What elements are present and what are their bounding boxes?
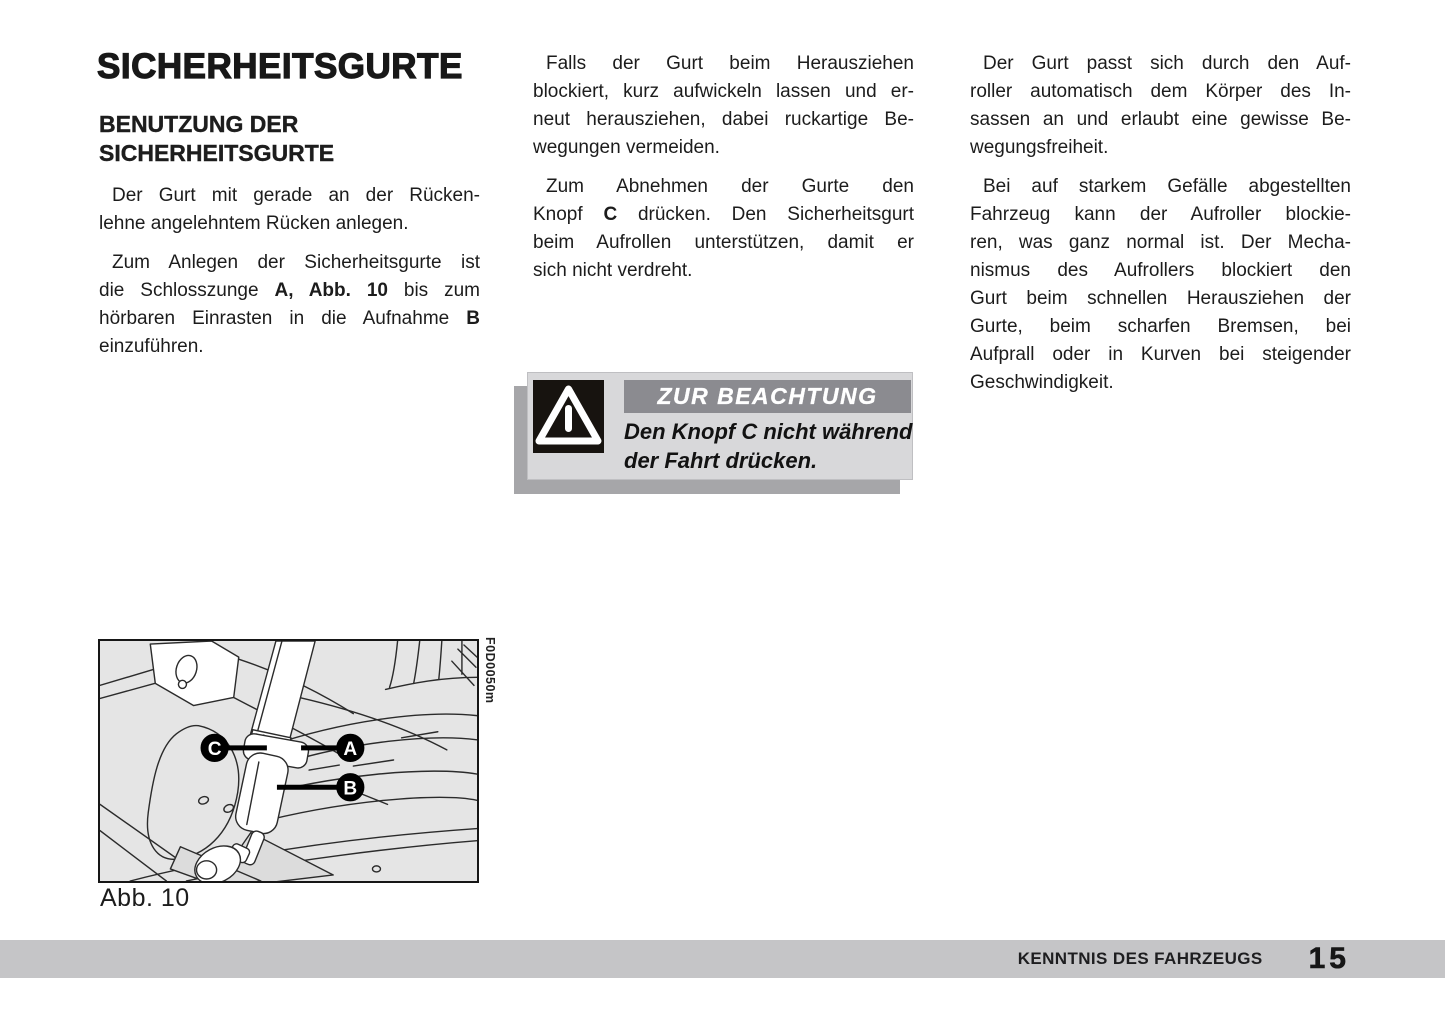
text-line: Falls der Gurt beim Herausziehen	[546, 53, 914, 74]
footer-bar	[0, 940, 1445, 978]
text-line: nismus des Aufrollers blockiert den	[970, 260, 1351, 281]
text-line: Gurte, beim scharfen Bremsen, bei	[970, 316, 1351, 337]
text-line: Fahrzeug kann der Aufroller blockie-	[970, 204, 1351, 225]
figure-label-c-text: C	[207, 738, 222, 760]
text-line: wegungsfreiheit.	[970, 137, 1109, 158]
text-line: Der Gurt mit gerade an der Rücken-	[112, 185, 480, 206]
figure-code: F0D0050m	[483, 637, 497, 704]
belt-strap	[250, 641, 315, 742]
page-title: SICHERHEITSGURTE	[97, 47, 463, 86]
paragraph	[99, 182, 480, 238]
warning-header: ZUR BEACHTUNG	[624, 380, 911, 413]
text-line: ren, was ganz normal ist. Der Mecha-	[970, 232, 1351, 253]
text-line: Geschwindigkeit.	[970, 372, 1114, 393]
text-line: Der Gurt passt sich durch den Auf-	[983, 53, 1351, 74]
paragraph	[533, 173, 914, 285]
text-line: Aufprall oder in Kurven bei steigender	[970, 344, 1351, 365]
figure-label-b-text: B	[343, 778, 358, 800]
text-line: Knopf C drücken. Den Sicherheitsgurt	[533, 204, 914, 225]
text-line: Zum Abnehmen der Gurte den	[546, 176, 914, 197]
section-subtitle	[99, 110, 499, 168]
text-line: sich nicht verdreht.	[533, 260, 693, 281]
paragraph	[970, 173, 1351, 397]
buckle-receiver	[233, 750, 291, 836]
text-line: der Fahrt drücken.	[624, 448, 818, 473]
text-line: die Schlosszunge A, Abb. 10 bis zum	[99, 280, 480, 301]
door-sill-lines	[100, 669, 162, 698]
text-line: lehne angelehntem Rücken anlegen.	[99, 213, 409, 234]
text-line: blockiert, kurz aufwickeln lassen und er-	[533, 81, 914, 102]
paragraph	[533, 50, 914, 162]
text-line: hörbaren Einrasten in die Aufnahme B	[99, 308, 480, 329]
footer-page-number: 15	[1308, 942, 1350, 975]
warning-box	[527, 372, 913, 480]
figure-illustration	[100, 641, 477, 881]
text-line: wegungen vermeiden.	[533, 137, 720, 158]
column-3	[970, 50, 1351, 408]
text-line: sassen an und erlaubt eine gewisse Be-	[970, 109, 1351, 130]
paragraph	[970, 50, 1351, 162]
figure-box	[98, 639, 479, 883]
text-line: Den Knopf C nicht während	[624, 419, 913, 444]
text-line: Gurt beim schnellen Herausziehen der	[970, 288, 1351, 309]
text-line: neut herausziehen, dabei ruckartige Be-	[533, 109, 914, 130]
warning-triangle-glyph	[533, 380, 604, 453]
column-1	[99, 182, 480, 372]
warning-triangle-icon	[533, 380, 604, 453]
text-line: BENUTZUNG DER	[99, 111, 299, 137]
warning-body	[624, 417, 916, 475]
paragraph	[99, 249, 480, 361]
text-line: Zum Anlegen der Sicherheitsgurte ist	[112, 252, 480, 273]
text-line: roller automatisch dem Körper des In-	[970, 81, 1351, 102]
footer-section-label: KENNTNIS DES FAHRZEUGS	[1017, 949, 1263, 968]
text-line: SICHERHEITSGURTE	[99, 140, 335, 166]
text-line: beim Aufrollen unterstützen, damit er	[533, 232, 914, 253]
text-line: Bei auf starkem Gefälle abgestellten	[983, 176, 1351, 197]
text-line: einzuführen.	[99, 336, 204, 357]
column-2	[533, 50, 914, 296]
figure-label-a-text: A	[343, 738, 358, 760]
figure-caption: Abb. 10	[100, 884, 190, 912]
